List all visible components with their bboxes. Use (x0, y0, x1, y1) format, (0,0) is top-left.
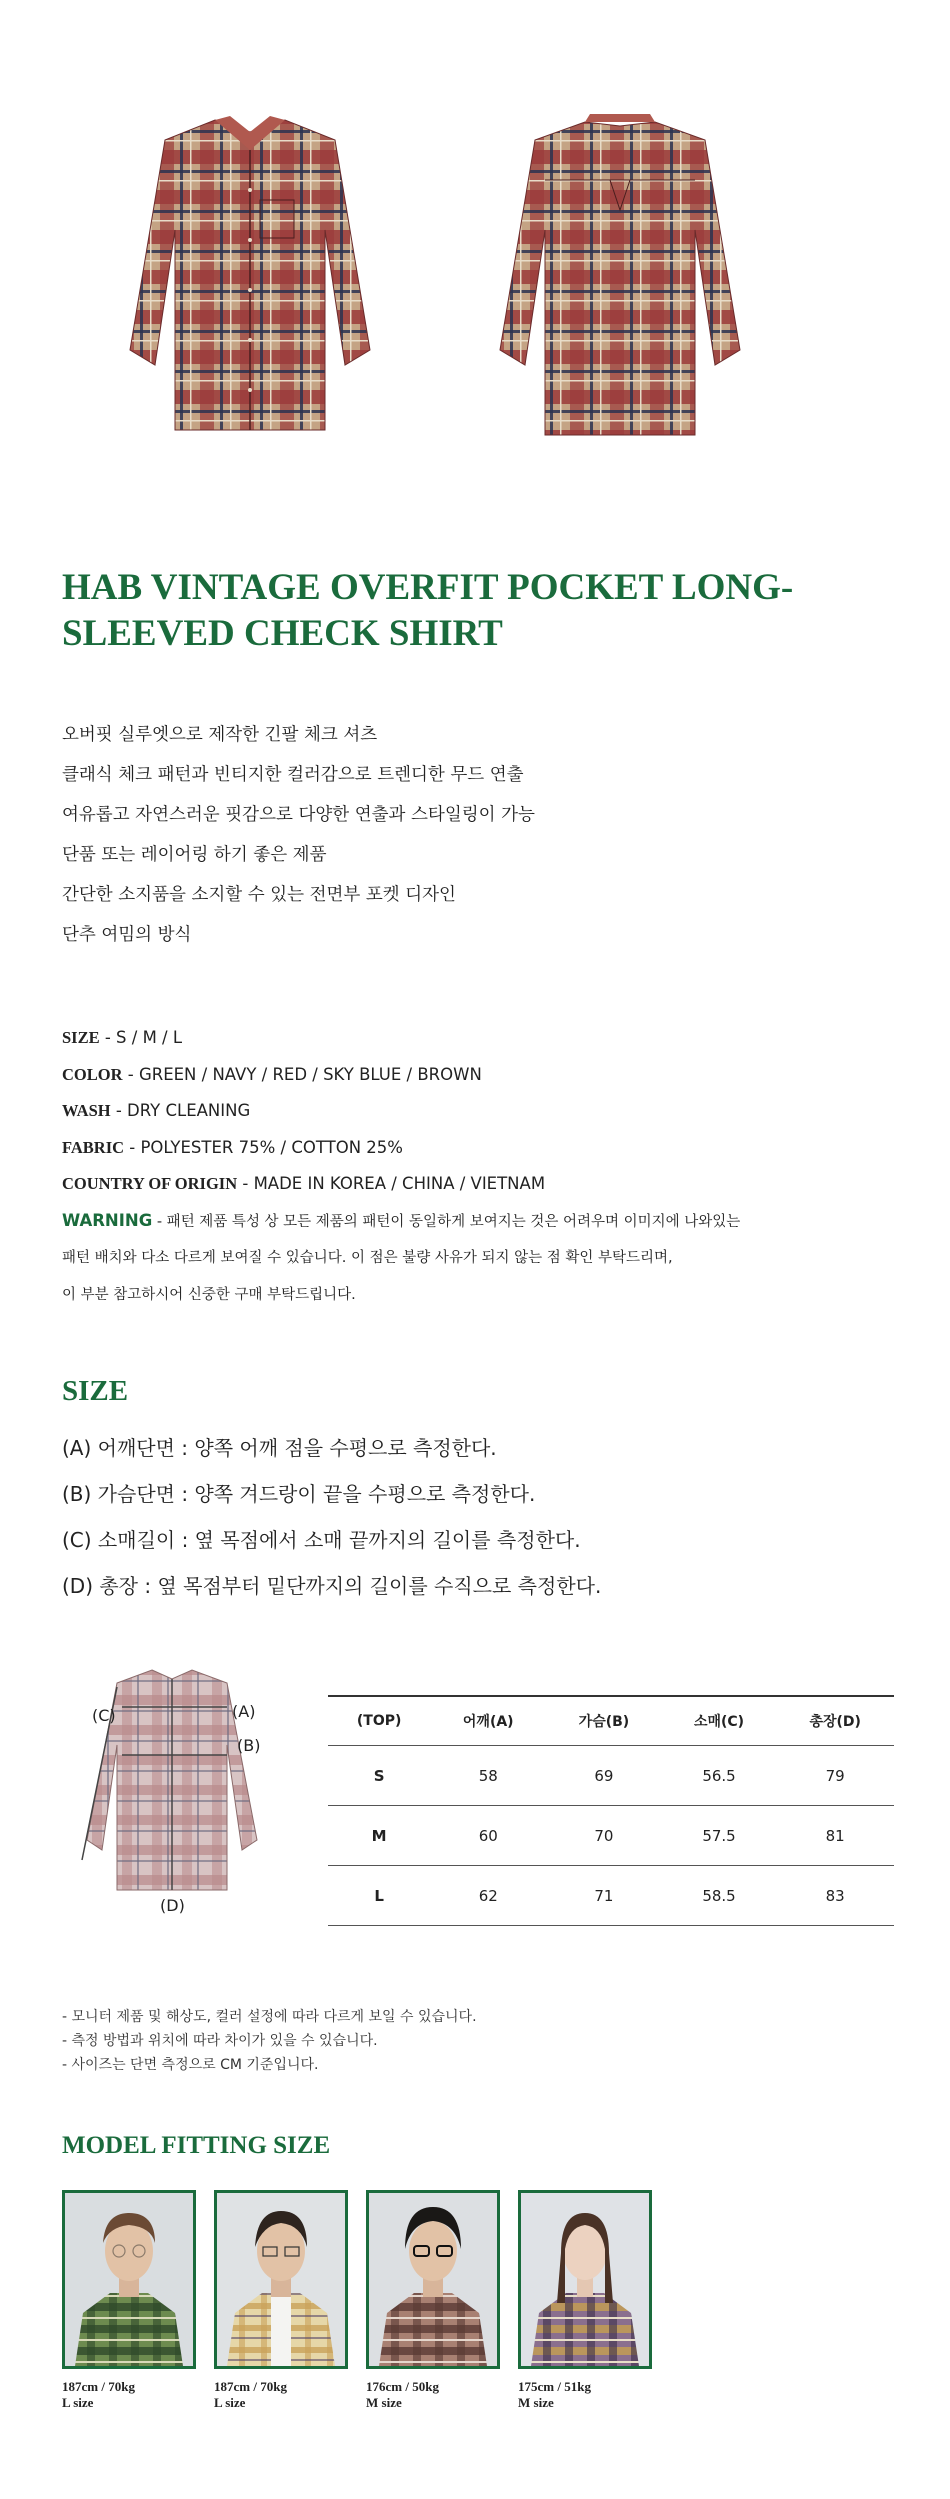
model-card (366, 2190, 500, 2411)
spec-size (62, 1020, 740, 1057)
size-measure-notes (62, 1425, 601, 1609)
spec-key: COLOR (62, 1064, 123, 1084)
model-size: L size (214, 2395, 246, 2410)
table-cell: 79 (776, 1746, 894, 1806)
table-cell: 69 (546, 1746, 662, 1806)
model-fitting-heading: MODEL FITTING SIZE (62, 2132, 331, 2159)
table-cell: 81 (776, 1806, 894, 1866)
warning-line (62, 1203, 740, 1241)
model-size: M size (518, 2395, 554, 2410)
table-cell: 58.5 (662, 1866, 777, 1926)
model-photo (366, 2190, 500, 2369)
table-cell: 83 (776, 1866, 894, 1926)
table-cell: 71 (546, 1866, 662, 1926)
table-cell: M (328, 1806, 430, 1866)
description-line: 클래식 체크 패턴과 빈티지한 컬러감으로 트렌디한 무드 연출 (62, 765, 524, 785)
spec-value: - S / M / L (99, 1028, 183, 1047)
model-caption (366, 2379, 500, 2411)
product-description (62, 715, 535, 955)
model-size: M size (366, 2395, 402, 2410)
size-note: (B) 가슴단면 : 양쪽 겨드랑이 끝을 수평으로 측정한다. (62, 1482, 536, 1506)
warning-key: WARNING (62, 1210, 153, 1230)
header-cell: 가슴(B) (546, 1696, 662, 1746)
footnote: - 사이즈는 단면 측정으로 CM 기준입니다. (62, 2057, 319, 2073)
spec-wash (62, 1093, 740, 1130)
table-cell: 70 (546, 1806, 662, 1866)
size-diagram (62, 1665, 322, 1915)
header-cell: (TOP) (328, 1696, 430, 1746)
spec-value: - POLYESTER 75% / COTTON 25% (124, 1137, 403, 1157)
model-caption (518, 2379, 652, 2411)
size-table-header (328, 1696, 894, 1746)
table-cell: L (328, 1866, 430, 1926)
model-stats: 187cm / 70kg (62, 2379, 135, 2394)
size-heading: SIZE (62, 1375, 129, 1407)
size-note: (D) 총장 : 옆 목점부터 밑단까지의 길이를 수직으로 측정한다. (62, 1574, 602, 1598)
spec-key: SIZE (62, 1028, 100, 1047)
diagram-label-b: (B) (237, 1736, 261, 1755)
spec-key: COUNTRY OF ORIGIN (62, 1174, 238, 1193)
warning-text: - 패턴 제품 특성 상 모든 제품의 패턴이 동일하게 보여지는 것은 어려우며 이미지에 나와있는 (152, 1213, 741, 1230)
size-table (328, 1695, 894, 1926)
model-fitting-list (62, 2190, 682, 2420)
footnote: - 모니터 제품 및 해상도, 컬러 설정에 따라 다르게 보일 수 있습니다. (62, 2009, 477, 2025)
shirt-back-image (490, 110, 750, 460)
spec-key: WASH (62, 1101, 111, 1120)
product-photos (0, 95, 950, 495)
table-cell: 58 (430, 1746, 546, 1806)
product-specs (62, 1020, 740, 1313)
model-caption (214, 2379, 348, 2411)
table-cell: 56.5 (662, 1746, 777, 1806)
table-row (328, 1746, 894, 1806)
shirt-front-image (120, 110, 380, 460)
spec-value: - GREEN / NAVY / RED / SKY BLUE / BROWN (122, 1064, 482, 1084)
description-line: 오버핏 실루엣으로 제작한 긴팔 체크 셔츠 (62, 725, 378, 745)
table-row (328, 1866, 894, 1926)
warning-text: 이 부분 참고하시어 신중한 구매 부탁드립니다. (62, 1286, 356, 1303)
header-cell: 총장(D) (776, 1696, 894, 1746)
spec-value: - DRY CLEANING (110, 1101, 251, 1120)
model-photo (518, 2190, 652, 2369)
diagram-label-c: (C) (92, 1706, 116, 1725)
table-cell: S (328, 1746, 430, 1806)
footnote: - 측정 방법과 위치에 따라 차이가 있을 수 있습니다. (62, 2033, 378, 2049)
warning-text: 패턴 배치와 다소 다르게 보여질 수 있습니다. 이 점은 불량 사유가 되지 않는 점 확인 부탁드리며, (62, 1250, 673, 1266)
spec-fabric (62, 1130, 740, 1167)
spec-origin (62, 1166, 740, 1203)
description-line: 여유롭고 자연스러운 핏감으로 다양한 연출과 스타일링이 가능 (62, 805, 535, 825)
model-size: L size (62, 2395, 94, 2410)
size-note: (C) 소매길이 : 옆 목점에서 소매 끝까지의 길이를 측정한다. (62, 1528, 581, 1552)
model-stats: 187cm / 70kg (214, 2379, 287, 2394)
description-line: 단추 여밈의 방식 (62, 925, 192, 945)
model-card (214, 2190, 348, 2411)
size-footnotes (62, 2005, 477, 2077)
model-card (518, 2190, 652, 2411)
spec-color (62, 1057, 740, 1094)
header-cell: 소매(C) (662, 1696, 777, 1746)
model-photo (62, 2190, 196, 2369)
table-row (328, 1806, 894, 1866)
model-card (62, 2190, 196, 2411)
spec-key: FABRIC (62, 1137, 125, 1157)
header-cell: 어깨(A) (430, 1696, 546, 1746)
diagram-label-a: (A) (232, 1702, 256, 1721)
description-line: 간단한 소지품을 소지할 수 있는 전면부 포켓 디자인 (62, 885, 456, 905)
table-cell: 62 (430, 1866, 546, 1926)
size-note: (A) 어깨단면 : 양쪽 어깨 점을 수평으로 측정한다. (62, 1436, 497, 1460)
spec-value: - MADE IN KOREA / CHINA / VIETNAM (237, 1174, 546, 1193)
model-caption (62, 2379, 196, 2411)
table-cell: 60 (430, 1806, 546, 1866)
diagram-label-d: (D) (160, 1896, 185, 1915)
description-line: 단품 또는 레이어링 하기 좋은 제품 (62, 845, 327, 865)
model-stats: 175cm / 51kg (518, 2379, 591, 2394)
product-title: HAB VINTAGE OVERFIT POCKET LONG-SLEEVED CHECK SHIRT (62, 567, 794, 654)
model-stats: 176cm / 50kg (366, 2379, 439, 2394)
table-cell: 57.5 (662, 1806, 777, 1866)
model-photo (214, 2190, 348, 2369)
